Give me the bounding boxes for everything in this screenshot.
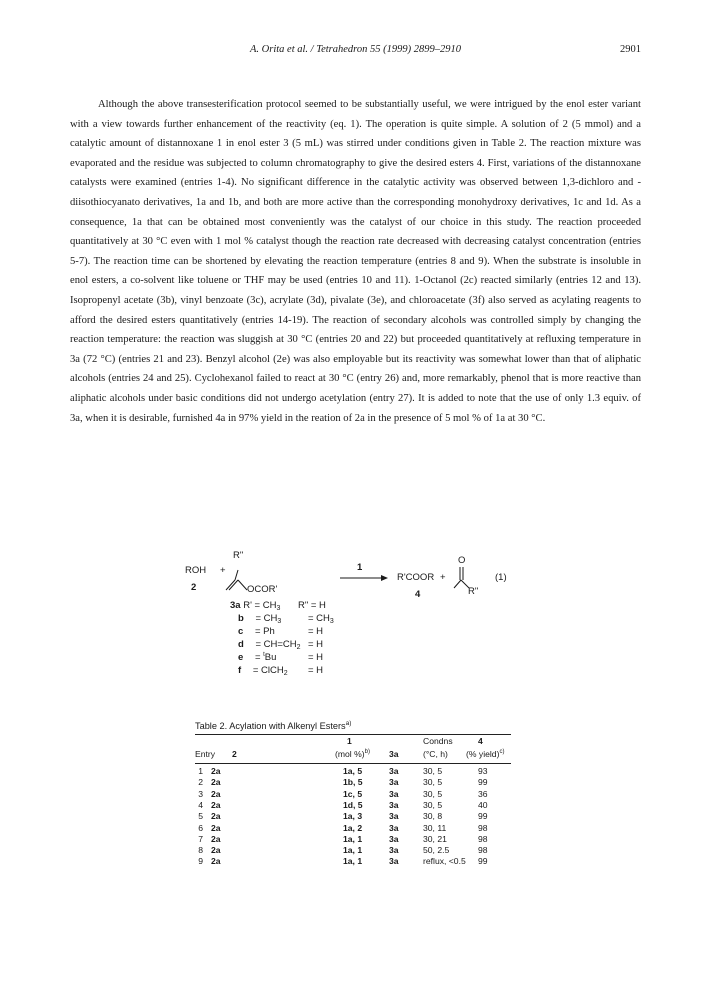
variant-3a-r2: R" = H xyxy=(298,600,326,611)
cell-conditions: 30, 5 xyxy=(423,788,443,799)
variant-e: e = $^t$Bu xyxy=(238,652,277,664)
variant-e-r2: = H xyxy=(308,652,324,663)
cell-reagent: 3a xyxy=(389,856,399,867)
cell-yield: 36 xyxy=(478,788,488,799)
plus-sign-2: + xyxy=(440,572,446,583)
cell-conditions: 30, 8 xyxy=(423,811,443,822)
variant-b-r2: = $CH_3$ xyxy=(308,613,334,625)
cell-catalyst: 1a, 2 xyxy=(343,822,363,833)
cell-entry: 9 xyxy=(198,856,203,867)
cell-conditions: 50, 2.5 xyxy=(423,845,450,856)
cell-entry: 3 xyxy=(198,788,203,799)
table-top-rule xyxy=(195,734,511,735)
variant-d-r2: = H xyxy=(308,639,324,650)
cell-catalyst: 1a, 5 xyxy=(343,766,363,776)
page-number: 2901 xyxy=(620,44,641,55)
cell-substrate: 2a xyxy=(211,833,221,844)
table-header-rule xyxy=(195,763,511,764)
header-yield-sub: (% yield)$^{c)}$ xyxy=(466,749,505,759)
cell-entry: 1 xyxy=(198,766,203,776)
product-label: 4 xyxy=(415,589,421,600)
running-head: A. Orita et al. / Tetrahedron 55 (1999) 2899–2910 xyxy=(250,44,461,55)
variant-c-r2: = H xyxy=(308,626,324,637)
header-conditions-sub: (°C, h) xyxy=(423,749,448,759)
cell-entry: 8 xyxy=(198,845,203,856)
enol-r-substituent: R" xyxy=(233,550,244,561)
cell-catalyst: 1c, 5 xyxy=(343,788,363,799)
cell-conditions: 30, 11 xyxy=(423,822,447,833)
cell-substrate: 2a xyxy=(211,822,221,833)
cell-substrate: 2a xyxy=(211,799,221,810)
cell-yield: 93 xyxy=(478,766,488,776)
cell-substrate: 2a xyxy=(211,856,221,867)
cell-catalyst: 1a, 1 xyxy=(343,845,363,856)
cell-catalyst: 1d, 5 xyxy=(343,799,363,810)
cell-yield: 99 xyxy=(478,811,488,822)
variant-d: $d = CH=CH_2$ xyxy=(238,639,301,651)
cell-entry: 2 xyxy=(198,777,203,788)
header-entry: Entry xyxy=(195,749,216,759)
enol-bond-o xyxy=(238,580,247,590)
equation-number: (1) xyxy=(495,572,507,583)
cell-catalyst: 1a, 1 xyxy=(343,833,363,844)
reactant-roh: ROH xyxy=(185,565,207,576)
header-substrate: 2 xyxy=(232,749,237,759)
enol-ester-group: OCOR' xyxy=(247,584,278,595)
cell-substrate: 2a xyxy=(211,766,221,776)
cell-substrate: 2a xyxy=(211,777,221,788)
header-catalyst-sub: (mol %)$^{b)}$ xyxy=(335,749,370,759)
cell-yield: 99 xyxy=(478,856,488,867)
cell-substrate: 2a xyxy=(211,845,221,856)
enol-bond-up xyxy=(235,570,238,580)
cell-conditions: 30, 21 xyxy=(423,833,447,844)
cell-conditions: reflux, <0.5 xyxy=(423,856,466,867)
cell-reagent: 3a xyxy=(389,788,399,799)
variant-b: $b = CH_3$ xyxy=(238,613,282,625)
cell-catalyst: 1b, 5 xyxy=(343,777,363,788)
cell-conditions: 30, 5 xyxy=(423,799,443,810)
header-catalyst-top: 1 xyxy=(347,736,352,746)
body-paragraph: Although the above transesterification protocol seemed to be substantially useful, we were intrigued by the enol ester variant with a view towards further enhancement of the reactivity (eq. 1). The operation is quite simple. A solution of 2 (5 mmol) and a catalytic amount of distannoxane 1 in enol ester 3 (5 mL) was stirred under conditions given in Table 2. The reaction mixture was evaporated and the residue was subjected to column chromatography to give the desired esters 4. First, variations of the distannoxane catalysts were examined (entries 1-4). No significant difference in the catalytic activity was observed between 1,3-dichloro and -diisothiocyanato derivatives, 1a and 1b, and both are more active than the corresponding monohydroxy derivatives, 1c and 1d. As a consequence, 1a that can be obtained most conveniently was the catalyst of our choice in this study. The reaction proceeded quantitatively at 30 °C even with 1 mol % catalyst though the reaction rate decreased with decreasing catalyst concentration (entries 5-7). The reaction time can be shortened by elevating the reaction temperature (entries 8 and 9). When the substrate is insoluble in enol esters, a co-solvent like toluene or THF may be used (entries 10 and 11). 1-Octanol (2c) reacted similarly (entries 12 and 13). Isopropenyl acetate (3b), vinyl benzoate (3c), acrylate (3d), pivalate (3e), and chloroacetate (3f) also served as acylating reagents to afford the desired esters quantitatively (entries 14-19). The reaction of secondary alcohols was controlled simply by changing the reaction temperature: the reaction was sluggish at 30 °C (entries 20 and 22) but proceeded quantitatively at refluxing temperature in 3a (72 °C) (entries 21 and 23). Benzyl alcohol (2e) was also employable but its reactivity was somewhat lower than that of aliphatic alcohols (entries 24 and 25). Cyclohexanol failed to react at 30 °C (entry 26) and, more remarkably, phenol that is more reactive than aliphatic alcohols under basic conditions did not undergo acetylation (entry 27). It is added to note that the use of only 1.3 equiv. of 3a, when it is desirable, furnished 4a in 97% yield in the reation of 2a in the presence of 5 mol % of 1a at 30 °C. xyxy=(70,99,641,424)
cell-conditions: 30, 5 xyxy=(423,766,443,776)
cell-substrate: 2a xyxy=(211,811,221,822)
cell-catalyst: 1a, 3 xyxy=(343,811,363,822)
reaction-scheme xyxy=(185,550,625,700)
cell-substrate: 2a xyxy=(211,788,221,799)
plus-sign-1: + xyxy=(220,565,226,576)
cell-yield: 40 xyxy=(478,799,488,810)
cell-reagent: 3a xyxy=(389,845,399,856)
cell-reagent: 3a xyxy=(389,833,399,844)
cell-conditions: 30, 5 xyxy=(423,777,443,788)
cell-reagent: 3a xyxy=(389,799,399,810)
variant-f-r2: = H xyxy=(308,665,324,676)
reaction-arrow-head xyxy=(381,575,388,581)
cell-yield: 99 xyxy=(478,777,488,788)
reactant-label: 2 xyxy=(191,582,197,593)
ketone-r-substituent: R" xyxy=(468,586,479,597)
cell-entry: 4 xyxy=(198,799,203,810)
cell-reagent: 3a xyxy=(389,811,399,822)
cell-entry: 6 xyxy=(198,822,203,833)
catalyst-label: 1 xyxy=(357,562,363,573)
cell-reagent: 3a xyxy=(389,822,399,833)
variant-3a: 3a $R' = CH_3$ xyxy=(230,600,281,612)
product-ester: R'COOR xyxy=(397,572,435,583)
page-header xyxy=(70,44,641,58)
ketone-bond-left xyxy=(454,580,461,588)
cell-entry: 7 xyxy=(198,833,203,844)
table-caption: Table 2. Acylation with Alkenyl Esters$^{a)}$ xyxy=(195,720,352,732)
cell-reagent: 3a xyxy=(389,766,399,776)
header-yield-top: 4 xyxy=(478,736,483,746)
cell-yield: 98 xyxy=(478,845,488,856)
cell-reagent: 3a xyxy=(389,777,399,788)
carbonyl-oxygen: O xyxy=(458,555,466,566)
cell-catalyst: 1a, 1 xyxy=(343,856,363,867)
header-conditions-top: Condns xyxy=(423,736,453,746)
cell-entry: 5 xyxy=(198,811,203,822)
variant-c: c = Ph xyxy=(238,626,275,637)
cell-yield: 98 xyxy=(478,822,488,833)
variant-f: f = ClCH$_2$ xyxy=(238,665,288,677)
cell-yield: 98 xyxy=(478,833,488,844)
header-reagent: 3a xyxy=(389,749,399,759)
